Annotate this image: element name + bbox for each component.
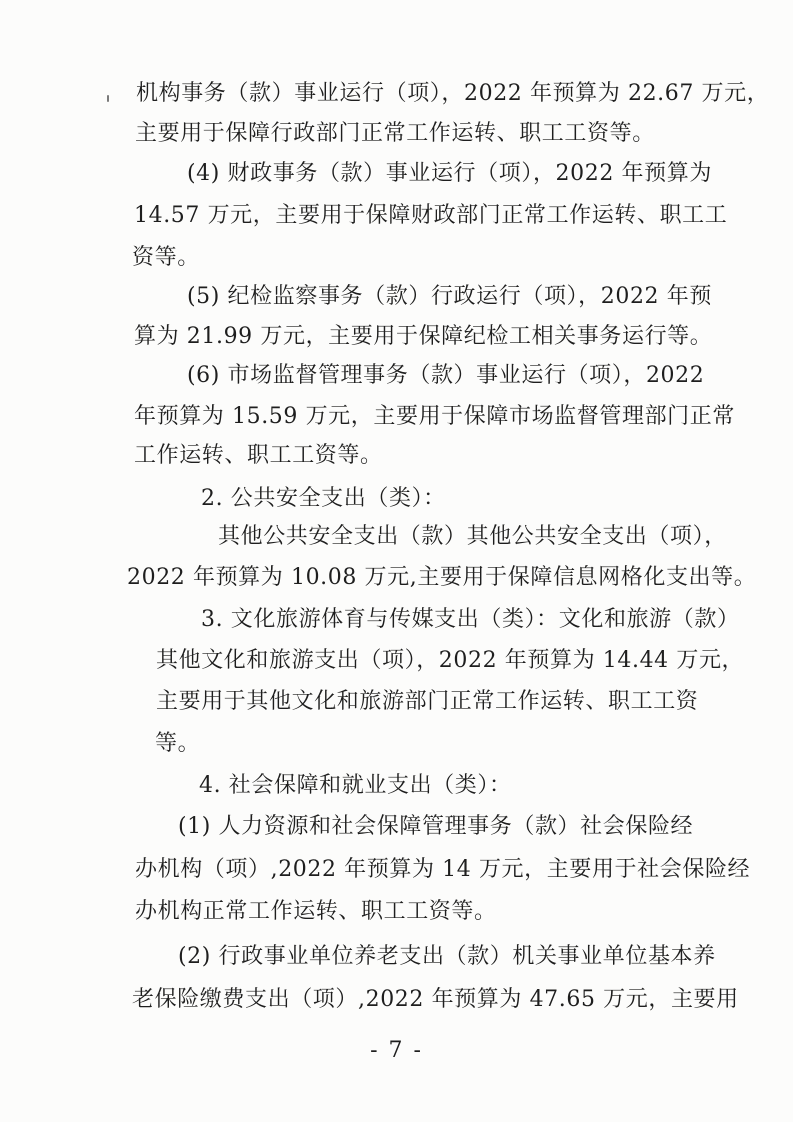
paragraph-line-15: 等。 bbox=[155, 731, 201, 756]
paragraph-line-8: (6) 市场监督管理事务（款）事业运行（项），2022 bbox=[187, 363, 705, 388]
paragraph-line-18: 办机构正常工作运转、职工工资等。 bbox=[135, 899, 497, 924]
section-heading-3: 3. 文化旅游体育与传媒支出（类）：文化和旅游（款） bbox=[201, 607, 740, 632]
paragraph-line-7: 算为 21.99 万元，主要用于保障纪检工相关事务运行等。 bbox=[134, 324, 713, 349]
paragraph-line-6: (5) 纪检监察事务（款）行政运行（项），2022 年预 bbox=[187, 284, 712, 309]
paragraph-line-12: 2022 年预算为 10.08 万元,主要用于保障信息网格化支出等。 bbox=[127, 565, 757, 590]
paragraph-line-13: 其他文化和旅游支出（项），2022 年预算为 14.44 万元， bbox=[156, 648, 745, 673]
section-heading-4: 4. 社会保障和就业支出（类）： bbox=[199, 773, 512, 798]
section-heading-2: 2. 公共安全支出（类）： bbox=[201, 486, 446, 511]
paragraph-line-1: 机构事务（款）事业运行（项），2022 年预算为 22.67 万元， bbox=[136, 81, 770, 106]
paragraph-line-4: 14.57 万元，主要用于保障财政部门正常工作运转、职工工 bbox=[134, 203, 728, 228]
paragraph-line-16: (1) 人力资源和社会保障管理事务（款）社会保险经 bbox=[178, 814, 694, 839]
paragraph-line-14: 主要用于其他文化和旅游部门正常工作运转、职工工资 bbox=[156, 689, 699, 714]
scan-mark bbox=[107, 95, 109, 102]
paragraph-line-3: (4) 财政事务（款）事业运行（项），2022 年预算为 bbox=[187, 161, 712, 186]
paragraph-line-11: 其他公共安全支出（款）其他公共安全支出（项）， bbox=[218, 524, 727, 549]
paragraph-line-10: 工作运转、职工工资等。 bbox=[134, 443, 383, 468]
paragraph-line-5: 资等。 bbox=[132, 245, 200, 270]
paragraph-line-20: 老保险缴费支出（项）,2022 年预算为 47.65 万元，主要用 bbox=[132, 987, 739, 1012]
paragraph-line-9: 年预算为 15.59 万元，主要用于保障市场监督管理部门正常 bbox=[134, 404, 735, 429]
paragraph-line-17: 办机构（项）,2022 年预算为 14 万元，主要用于社会保险经 bbox=[135, 857, 751, 882]
page-number: - 7 - bbox=[370, 1038, 423, 1063]
paragraph-line-2: 主要用于保障行政部门正常工作运转、职工工资等。 bbox=[135, 121, 655, 146]
paragraph-line-19: (2) 行政事业单位养老支出（款）机关事业单位基本养 bbox=[178, 944, 716, 969]
